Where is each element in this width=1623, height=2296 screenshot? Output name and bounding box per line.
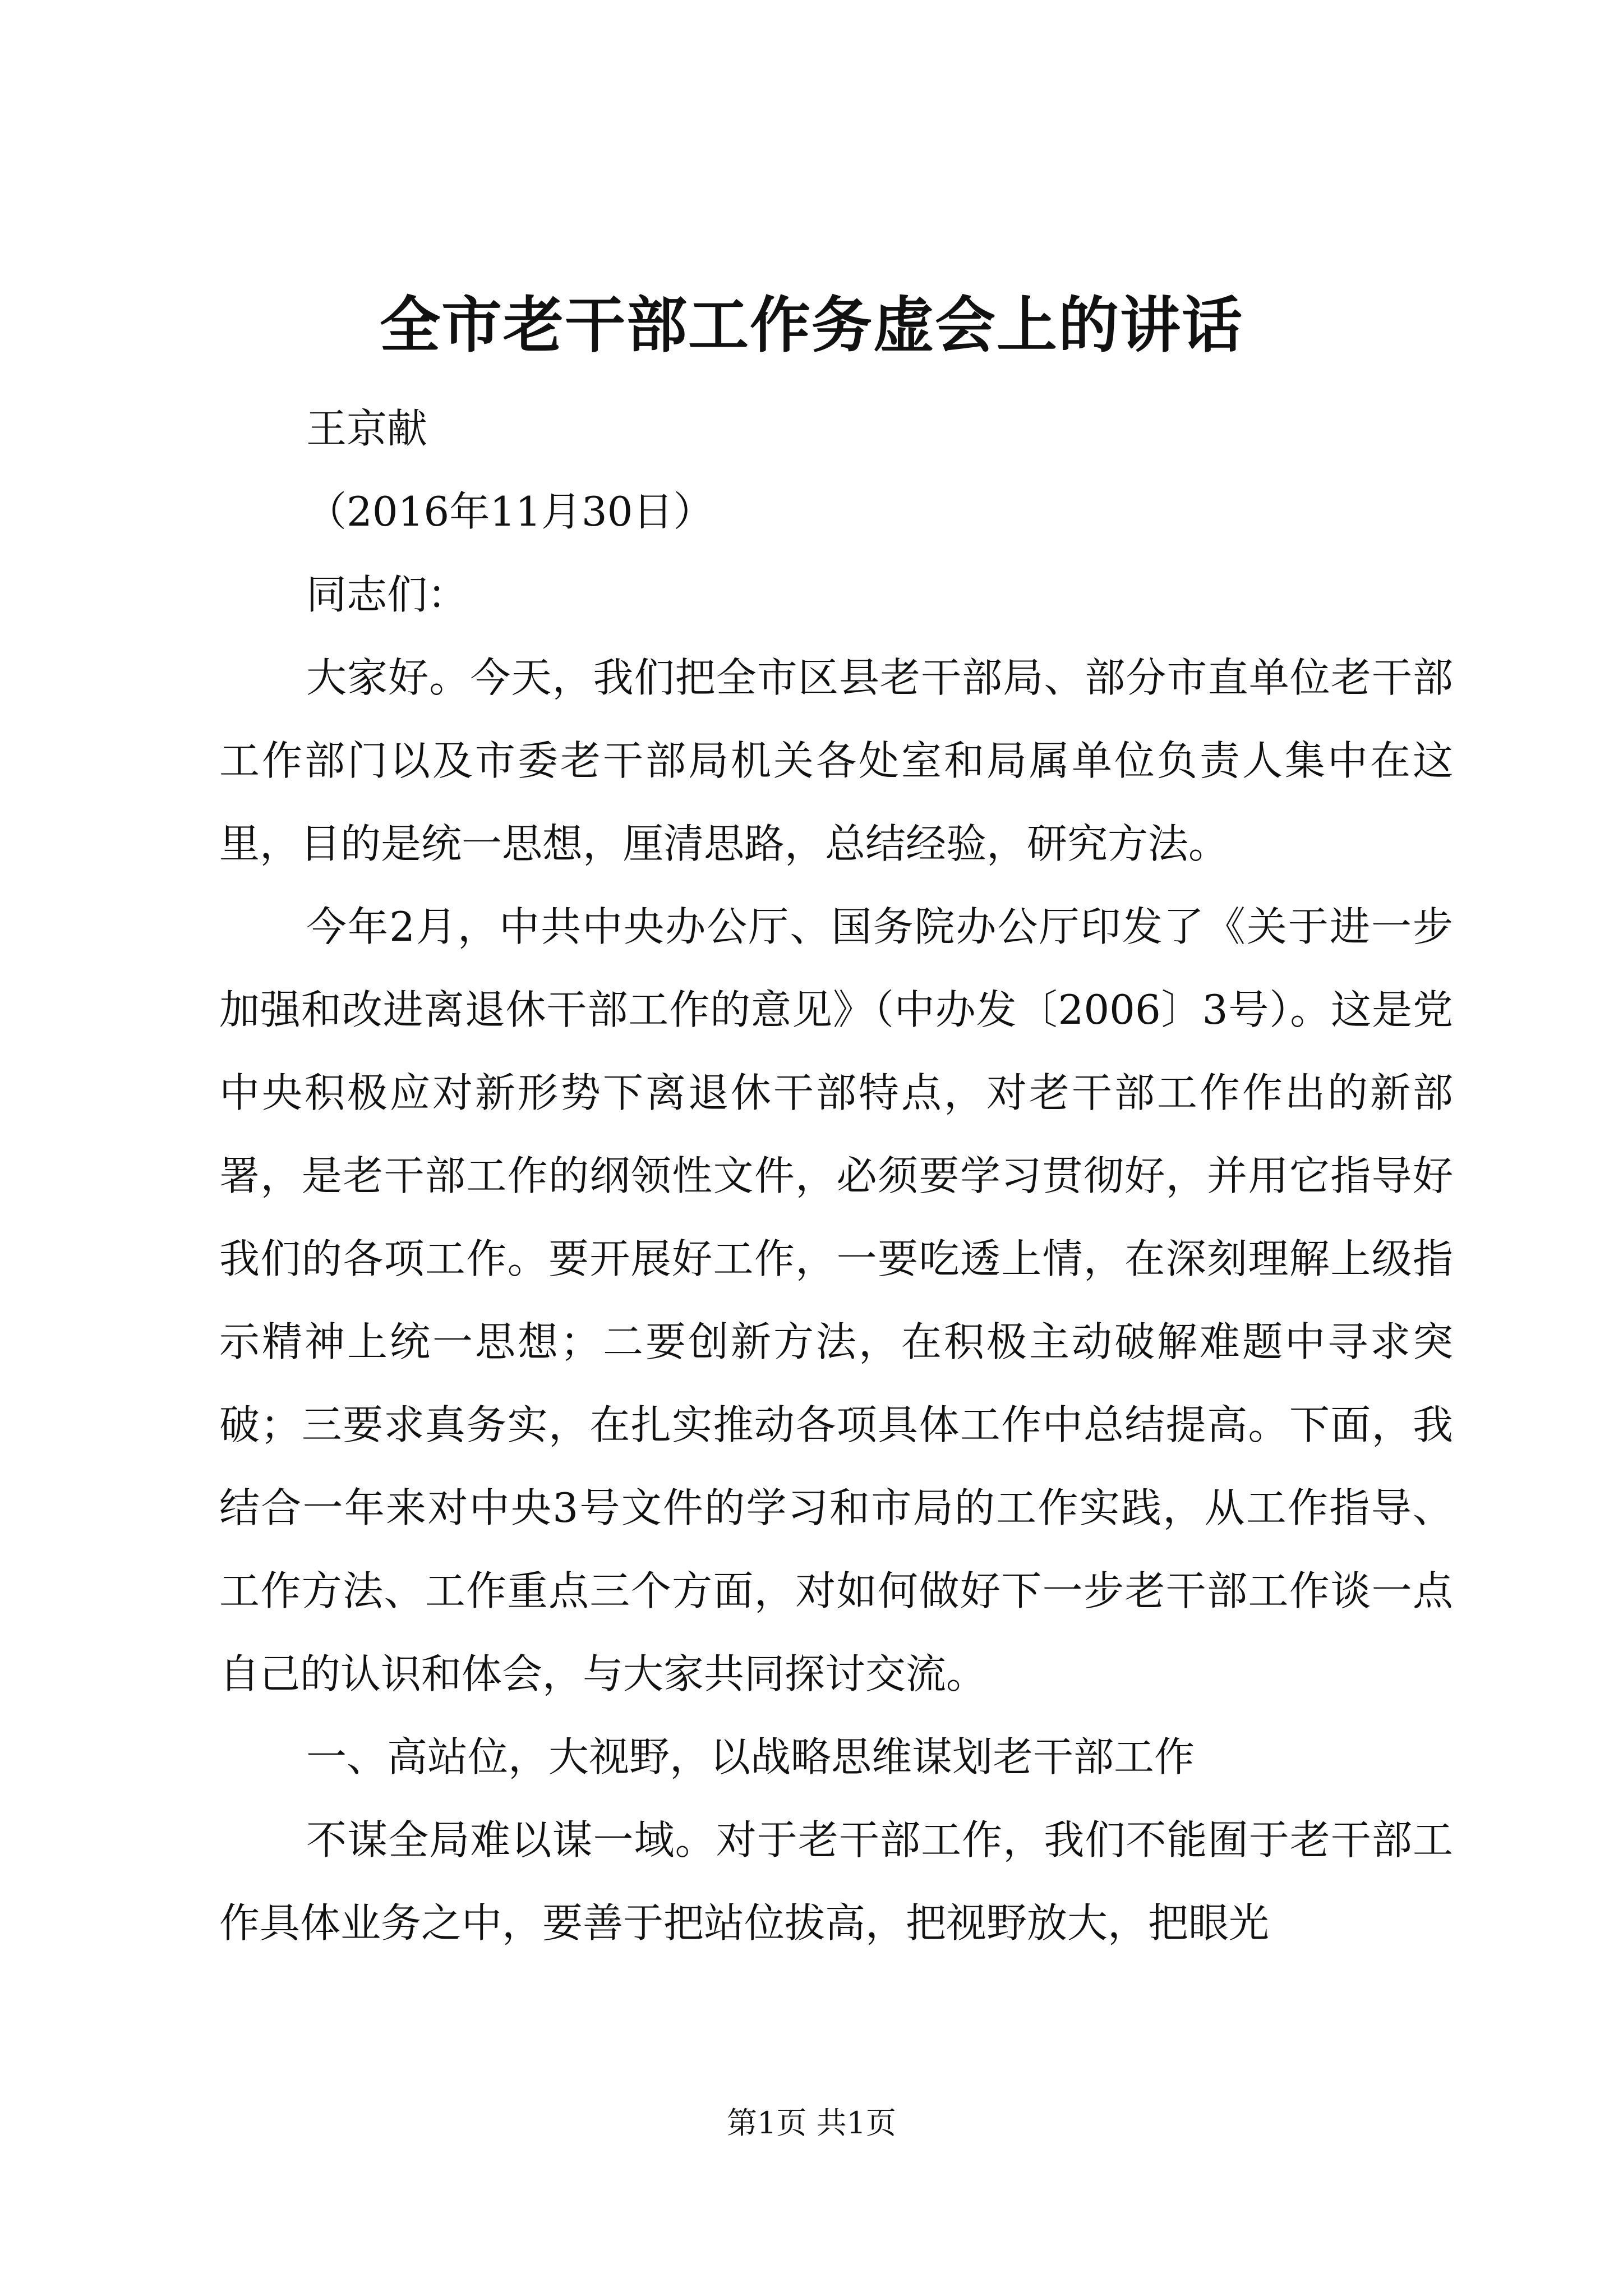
body-paragraph: 今年2月，中共中央办公厅、国务院办公厅印发了《关于进一步加强和改进离退休干部工作的意见》（中办发〔2006〕3号）。这是党中央积极应对新形势下离退休干部特点，对老干部工作作出的新部署，是老干部工作的纲领性文件，必须要学习贯彻好，并用它指导好我们的各项工作。要开展好工作，一要吃透上情，在深刻理解上级指示精神上统一思想；二要创新方法，在积极主动破解难题中寻求突破；三要求真务实，在扎实推动各项具体工作中总结提高。下面，我结合一年来对中央3号文件的学习和市局的工作实践，从工作指导、工作方法、工作重点三个方面，对如何做好下一步老干部工作谈一点自己的认识和体会，与大家共同探讨交流。 [219, 903, 1453, 1697]
body-paragraph: 大家好。今天，我们把全市区县老干部局、部分市直单位老干部工作部门以及市委老干部局机关各处室和局属单位负责人集中在这里，目的是统一思想，厘清思路，总结经验，研究方法。 [219, 654, 1453, 867]
page-footer: 第1页 共1页 [727, 2105, 896, 2141]
document-title: 全市老干部工作务虚会上的讲话 [379, 290, 1243, 361]
document-body [219, 387, 1453, 1964]
body-paragraph: 不谋全局难以谋一域。对于老干部工作，我们不能囿于老干部工作具体业务之中，要善于把站位拔高，把视野放大，把眼光 [219, 1816, 1453, 1947]
author-name: 王京献 [306, 405, 428, 452]
section-heading: 一、高站位，大视野，以战略思维谋划老干部工作 [306, 1733, 1195, 1780]
speech-date: （2016年11月30日） [306, 488, 714, 535]
salutation: 同志们： [306, 571, 468, 618]
